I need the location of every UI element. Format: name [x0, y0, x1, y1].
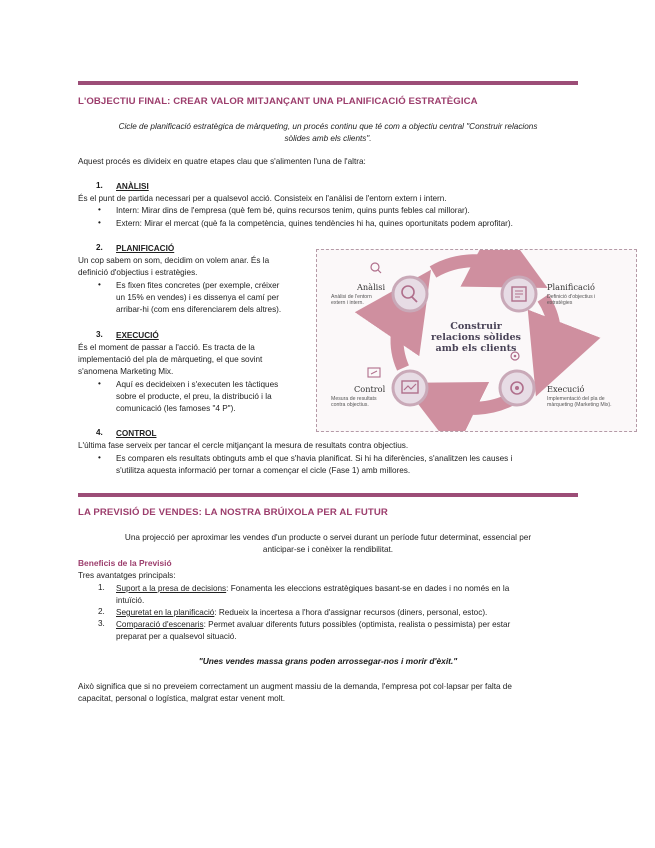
desc-planificacio	[547, 294, 595, 306]
node-analisi	[393, 277, 427, 311]
step-text: És el moment de passar a l'acció. Es tracta de la	[78, 343, 255, 352]
benefits-lead: Tres avantatges principals:	[78, 571, 176, 580]
intro-text-line2: anticipar-se i conèixer la rendibilitat.	[262, 545, 394, 554]
desc-line: Implementació del pla de	[547, 396, 605, 402]
bullet-icon: •	[98, 379, 101, 388]
bullet-text: Intern: Mirar dins de l'empresa (què fem bé, quins recursos tenim, quins punts febles cal millorar).	[116, 206, 470, 215]
bullet-icon: •	[98, 280, 101, 289]
search-icon	[371, 263, 381, 273]
label-planificacio: Planificació	[547, 282, 595, 292]
bullet-text: Extern: Mirar el mercat (què fa la competència, quines tendències hi ha, quines oportunitats podem aprofitar).	[116, 219, 513, 228]
step-title-control: CONTROL	[116, 429, 157, 438]
highlight-quote: "Unes vendes massa grans poden arrossegar-nos i morir d'èxit."	[198, 656, 458, 666]
desc-line: Anàlisi de l'entorn	[331, 294, 372, 300]
section-heading-objectiu: L'OBJECTIU FINAL: CREAR VALOR MITJANÇANT UNA PLANIFICACIÓ ESTRATÈGICA	[78, 96, 478, 107]
desc-line: contra objectius.	[331, 402, 369, 409]
closing-text: capacitat, personal o logística, malgrat estar venent molt.	[78, 694, 286, 703]
intro-text-line2: sòlides amb els clients".	[284, 134, 372, 143]
step-text: És el punt de partida necessari per a qualsevol acció. Consisteix en l'anàlisi de l'entorn extern i intern.	[78, 194, 447, 203]
step-title-planificacio: PLANIFICACIÓ	[116, 244, 175, 253]
step-text: implementació del pla de màrqueting, el que sovint	[78, 355, 263, 364]
bullet-text: sobre el producte, el preu, la distribució i la	[116, 392, 272, 401]
cycle-center-label	[421, 321, 531, 354]
benefit-text: intuïció.	[116, 596, 145, 605]
node-planificacio	[502, 277, 536, 311]
monitor-icon	[368, 368, 380, 377]
step-title-execucio: EXECUCIÓ	[116, 331, 159, 340]
label-control: Control	[354, 384, 386, 394]
node-control	[393, 371, 427, 405]
bullet-icon: •	[98, 205, 101, 214]
benefit-text: : Redueix la incertesa a l'hora d'assignar recursos (diners, personal, estoc).	[214, 608, 488, 617]
benefit-term: Seguretat en la planificació	[116, 608, 215, 617]
center-line: amb els clients	[435, 343, 517, 354]
benefit-number: 1.	[98, 583, 105, 592]
section-divider	[78, 81, 578, 85]
benefit-term: Suport a la presa de decisions	[116, 584, 227, 593]
step-number: 3.	[96, 330, 103, 339]
bullet-text: comunicació (les famoses "4 P").	[116, 404, 236, 413]
benefits-title: Beneficis de la Previsió	[78, 558, 172, 568]
step-number: 4.	[96, 428, 103, 437]
lead-text: Aquest procés es divideix en quatre etapes clau que s'alimenten l'una de l'altra:	[78, 157, 366, 166]
bullet-icon: •	[98, 218, 101, 227]
benefit-number: 2.	[98, 607, 105, 616]
desc-line: Mesura de resultats	[331, 396, 377, 402]
desc-line: estratègies	[547, 300, 573, 307]
desc-analisi	[331, 294, 372, 306]
node-execucio	[500, 371, 534, 405]
step-text: definició d'objectius i estratègies.	[78, 268, 198, 277]
bullet-text: s'utilitza aquesta informació per tornar a començar el cicle (Fase 1) amb millores.	[116, 466, 411, 475]
desc-line: màrqueting (Marketing Mix).	[547, 402, 612, 409]
planning-cycle-figure	[316, 249, 637, 432]
intro-text-line1: Una projecció per aproximar les vendes d'un producte o servei durant un període futur determinat, essencial per	[124, 533, 532, 542]
desc-control	[331, 396, 377, 408]
benefit-text: : Fonamenta les eleccions estratègiques basant-se en dades i no només en la	[226, 584, 510, 593]
step-text: s'anomena Marketing Mix.	[78, 367, 174, 376]
center-line: relacions sòlides	[431, 332, 521, 343]
benefit-text: preparat per a qualsevol situació.	[116, 632, 237, 641]
section-heading-previsio: LA PREVISIÓ DE VENDES: LA NOSTRA BRÚIXOLA PER AL FUTUR	[78, 507, 388, 518]
benefit-item	[116, 583, 509, 595]
cycle-arrow	[433, 261, 513, 272]
section-divider	[78, 493, 578, 497]
step-title-analisi: ANÀLISI	[116, 182, 149, 191]
bullet-text: Aquí es decideixen i s'executen les tàctiques	[116, 380, 279, 389]
benefit-item	[116, 607, 487, 619]
bullet-text: Es comparen els resultats obtinguts amb el que s'havia planificat. Si hi ha diferències, s'analitzen les causes i	[116, 454, 513, 463]
bullet-icon: •	[98, 453, 101, 462]
closing-text: Això significa que si no preveiem correctament un augment massiu de la demanda, l'empresa pot col·lapsar per falta de	[78, 682, 512, 691]
step-number: 2.	[96, 243, 103, 252]
center-line: Construir	[450, 321, 502, 332]
bullet-text: arribar-hi (com ens diferenciarem dels altres).	[116, 305, 282, 314]
label-analisi: Anàlisi	[357, 282, 386, 292]
benefit-number: 3.	[98, 619, 105, 628]
benefit-term: Comparació d'escenaris	[116, 620, 204, 629]
intro-text-line1: Cicle de planificació estratègica de màrqueting, un procés continu que té com a objectiu central "Construir relacions	[118, 122, 538, 131]
bullet-text: un 15% en vendes) i es dissenya el camí per	[116, 293, 279, 302]
desc-line: Definició d'objectius i	[547, 294, 596, 300]
benefit-text: : Permet avaluar diferents futurs possibles (optimista, realista o pessimista) per estar	[203, 620, 511, 629]
bullet-text: Es fixen fites concretes (per exemple, créixer	[116, 281, 280, 290]
step-number: 1.	[96, 181, 103, 190]
step-text: Un cop sabem on som, decidim on volem anar. És la	[78, 256, 270, 265]
desc-execucio	[547, 396, 612, 408]
cycle-arrow	[543, 298, 555, 360]
step-text: L'última fase serveix per tancar el cercle mitjançant la mesura de resultats contra objectius.	[78, 441, 409, 450]
benefit-item	[116, 619, 510, 631]
desc-line: extern i intern.	[331, 300, 364, 307]
label-execucio: Execució	[547, 384, 585, 394]
